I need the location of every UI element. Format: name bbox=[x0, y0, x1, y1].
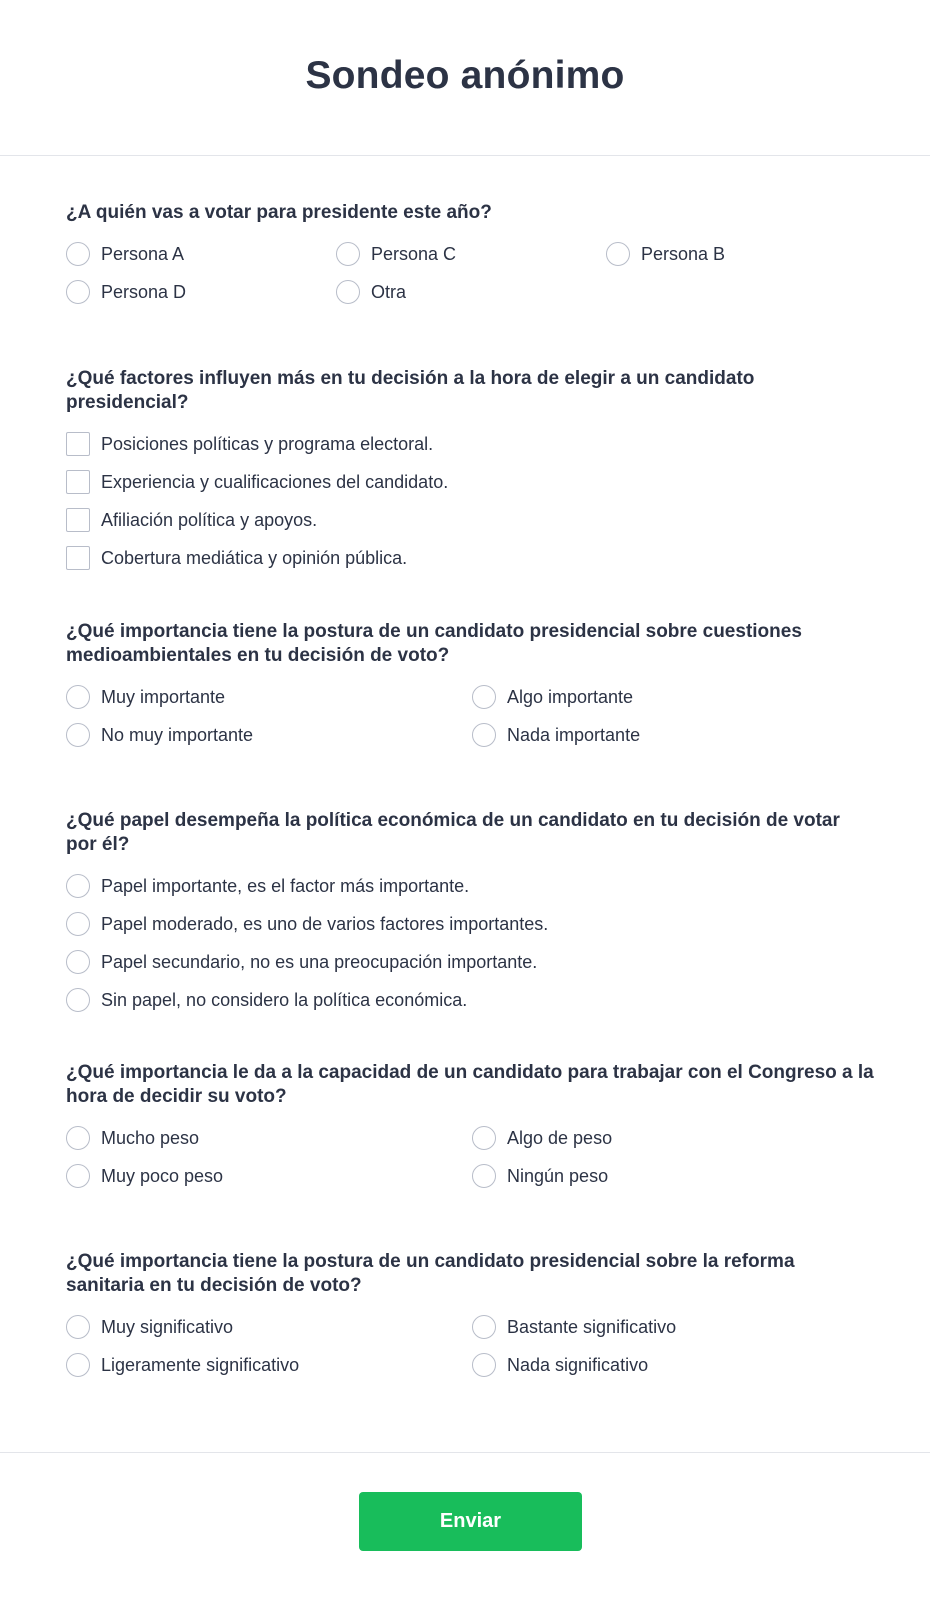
option-label: Persona C bbox=[371, 243, 457, 264]
radio-button[interactable] bbox=[606, 242, 630, 266]
option-mucho-peso[interactable] bbox=[66, 1126, 472, 1150]
option-algo-importante[interactable] bbox=[472, 685, 878, 709]
option-label: Otra bbox=[371, 281, 407, 302]
radio-button[interactable] bbox=[66, 723, 90, 747]
option-label: Ningún peso bbox=[507, 1165, 609, 1186]
form-header bbox=[0, 0, 930, 156]
option-label: Nada importante bbox=[507, 724, 641, 745]
radio-button[interactable] bbox=[66, 912, 90, 936]
question-healthcare bbox=[66, 1250, 874, 1377]
option-ligeramente-significativo[interactable] bbox=[66, 1353, 472, 1377]
option-label: Persona D bbox=[101, 281, 187, 302]
option-label: Papel secundario, no es una preocupación importante. bbox=[101, 951, 538, 972]
option-label: Sin papel, no considero la política económica. bbox=[101, 989, 468, 1010]
question-title: ¿Qué importancia le da a la capacidad de un candidato para trabajar con el Congreso a la hora de decidir su voto? bbox=[66, 1062, 874, 1107]
checkbox[interactable] bbox=[66, 432, 90, 456]
radio-button[interactable] bbox=[472, 1164, 496, 1188]
option-label: Ligeramente significativo bbox=[101, 1354, 300, 1375]
radio-button[interactable] bbox=[336, 242, 360, 266]
radio-button[interactable] bbox=[472, 1315, 496, 1339]
question-title: ¿Qué importancia tiene la postura de un candidato presidencial sobre cuestiones medioambientales en tu decisión de voto? bbox=[66, 621, 802, 666]
option-label: Algo importante bbox=[507, 686, 634, 707]
options-group bbox=[66, 1315, 874, 1377]
question-title: ¿Qué importancia tiene la postura de un candidato presidencial sobre la reforma sanitaria en tu decisión de voto? bbox=[66, 1251, 795, 1296]
checkbox[interactable] bbox=[66, 546, 90, 570]
radio-button[interactable] bbox=[66, 242, 90, 266]
radio-button[interactable] bbox=[66, 1353, 90, 1377]
options-group bbox=[66, 874, 874, 1012]
question-title: ¿Qué factores influyen más en tu decisión a la hora de elegir a un candidato presidencial? bbox=[66, 368, 755, 413]
option-label: Cobertura mediática y opinión pública. bbox=[101, 547, 408, 568]
form-footer bbox=[0, 1452, 930, 1600]
radio-button[interactable] bbox=[66, 1126, 90, 1150]
options-group bbox=[66, 685, 874, 747]
option-nada-significativo[interactable] bbox=[472, 1353, 878, 1377]
options-group bbox=[66, 242, 874, 304]
option-label: Papel moderado, es uno de varios factores importantes. bbox=[101, 913, 549, 934]
radio-button[interactable] bbox=[66, 1315, 90, 1339]
option-persona-d[interactable] bbox=[66, 280, 336, 304]
option-label: Bastante significativo bbox=[507, 1316, 677, 1337]
option-nada-importante[interactable] bbox=[472, 723, 878, 747]
radio-button[interactable] bbox=[66, 988, 90, 1012]
question-influence-factors bbox=[66, 367, 874, 570]
option-no-role[interactable] bbox=[66, 988, 874, 1012]
option-otra[interactable] bbox=[336, 280, 606, 304]
option-no-muy-importante[interactable] bbox=[66, 723, 472, 747]
question-title: ¿Qué papel desempeña la política económica de un candidato en tu decisión de votar por él? bbox=[66, 810, 840, 855]
radio-button[interactable] bbox=[472, 685, 496, 709]
options-group bbox=[66, 1126, 874, 1188]
question-environment bbox=[66, 620, 874, 747]
option-major-role[interactable] bbox=[66, 874, 874, 898]
radio-button[interactable] bbox=[472, 1353, 496, 1377]
option-moderate-role[interactable] bbox=[66, 912, 874, 936]
submit-button[interactable]: Enviar bbox=[359, 1492, 582, 1551]
option-bastante-significativo[interactable] bbox=[472, 1315, 878, 1339]
option-label: Persona B bbox=[641, 243, 726, 264]
page-title: Sondeo anónimo bbox=[305, 53, 625, 97]
option-persona-c[interactable] bbox=[336, 242, 606, 266]
option-affiliation[interactable] bbox=[66, 508, 874, 532]
option-label: Papel importante, es el factor más importante. bbox=[101, 875, 470, 896]
option-muy-poco-peso[interactable] bbox=[66, 1164, 472, 1188]
radio-button[interactable] bbox=[472, 1126, 496, 1150]
checkbox[interactable] bbox=[66, 470, 90, 494]
option-minor-role[interactable] bbox=[66, 950, 874, 974]
options-group bbox=[66, 432, 874, 570]
radio-button[interactable] bbox=[66, 280, 90, 304]
radio-button[interactable] bbox=[66, 874, 90, 898]
option-label: Experiencia y cualificaciones del candidato. bbox=[101, 471, 449, 492]
option-political-positions[interactable] bbox=[66, 432, 874, 456]
option-label: Posiciones políticas y programa electoral. bbox=[101, 433, 434, 454]
option-experience[interactable] bbox=[66, 470, 874, 494]
option-persona-b[interactable] bbox=[606, 242, 876, 266]
radio-button[interactable] bbox=[336, 280, 360, 304]
option-label: Nada significativo bbox=[507, 1354, 649, 1375]
option-label: Muy significativo bbox=[101, 1316, 234, 1337]
option-label: Muy importante bbox=[101, 686, 226, 707]
option-label: Persona A bbox=[101, 243, 185, 264]
question-vote-president bbox=[66, 201, 874, 304]
option-ningun-peso[interactable] bbox=[472, 1164, 878, 1188]
radio-button[interactable] bbox=[66, 685, 90, 709]
checkbox[interactable] bbox=[66, 508, 90, 532]
radio-button[interactable] bbox=[66, 950, 90, 974]
option-label: No muy importante bbox=[101, 724, 254, 745]
radio-button[interactable] bbox=[66, 1164, 90, 1188]
option-muy-significativo[interactable] bbox=[66, 1315, 472, 1339]
question-economic-policy bbox=[66, 809, 874, 1012]
option-algo-de-peso[interactable] bbox=[472, 1126, 878, 1150]
question-title: ¿A quién vas a votar para presidente este año? bbox=[66, 202, 492, 223]
option-media-coverage[interactable] bbox=[66, 546, 874, 570]
radio-button[interactable] bbox=[472, 723, 496, 747]
option-label: Mucho peso bbox=[101, 1127, 200, 1148]
option-label: Afiliación política y apoyos. bbox=[101, 509, 318, 530]
option-muy-importante[interactable] bbox=[66, 685, 472, 709]
option-persona-a[interactable] bbox=[66, 242, 336, 266]
option-label: Muy poco peso bbox=[101, 1165, 224, 1186]
option-label: Algo de peso bbox=[507, 1127, 613, 1148]
question-congress bbox=[66, 1061, 874, 1188]
